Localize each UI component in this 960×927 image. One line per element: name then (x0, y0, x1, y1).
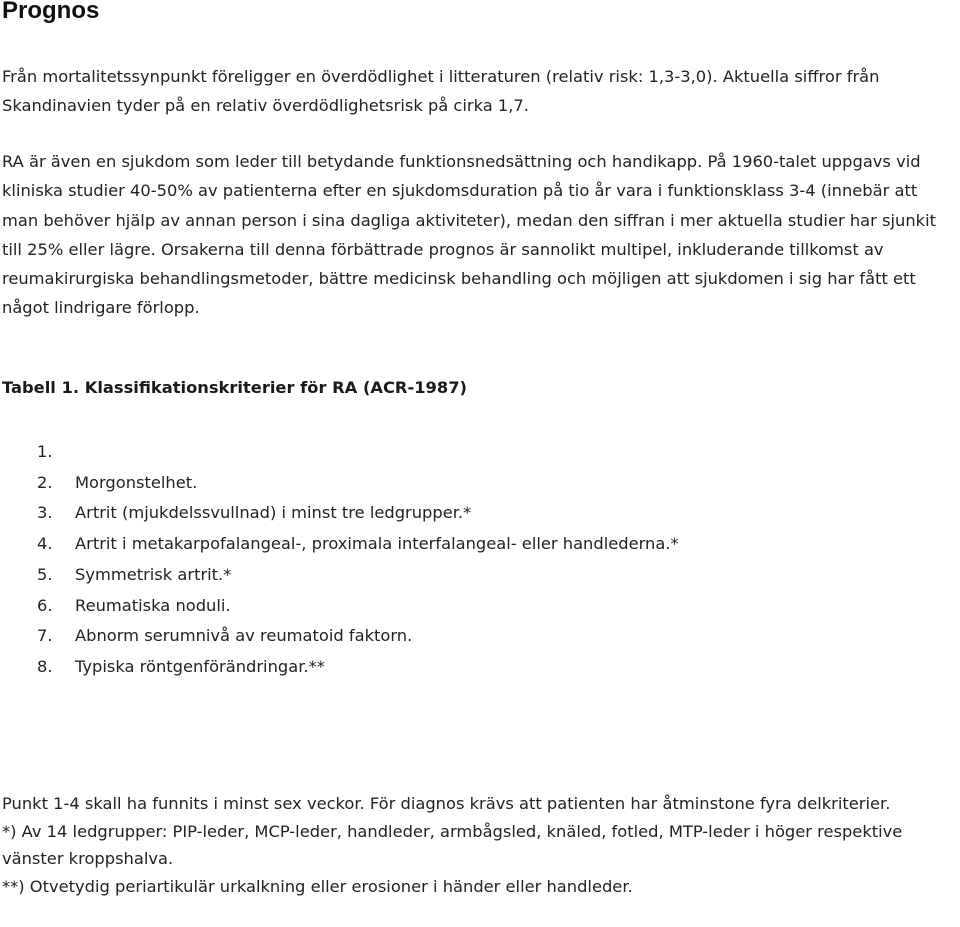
footnote-radiographic: **) Otvetydig periartikulär urkalkning eller erosioner i händer eller handleder. (2, 876, 633, 896)
criteria-number: 6. (37, 595, 53, 615)
criteria-item (37, 468, 679, 499)
criteria-number: 4. (37, 534, 53, 554)
criteria-number: 3. (37, 503, 53, 523)
criteria-item (37, 498, 679, 529)
criteria-text: Abnorm serumnivå av reumatoid faktorn. (75, 626, 413, 646)
footnote-joint-groups: *) Av 14 ledgrupper: PIP-leder, MCP-leder, handleder, armbågsled, knäled, fotled, MTP-leder i höger respektive vänster kroppshalva. (2, 821, 903, 868)
criteria-item (37, 591, 679, 622)
criteria-item (37, 560, 679, 591)
criteria-number: 7. (37, 626, 53, 646)
criteria-text: Artrit (mjukdelssvullnad) i minst tre ledgrupper.* (75, 503, 472, 523)
criteria-list (37, 437, 679, 683)
section-heading: Prognos (2, 0, 100, 24)
criteria-text: Symmetrisk artrit.* (75, 564, 232, 584)
criteria-item (37, 652, 679, 683)
criteria-number: 8. (37, 656, 53, 676)
criteria-text: Typiska röntgenförändringar.** (75, 656, 325, 676)
criteria-number: 1. (37, 442, 53, 461)
mortality-paragraph: Från mortalitetssynpunkt föreligger en överdödlighet i litteraturen (relativ risk: 1,3-3,0). Aktuella siffror från Skandinavien tyder på en relativ överdödlighetsrisk på cirka 1,7. (2, 67, 880, 116)
criteria-text: Artrit i metakarpofalangeal-, proximala interfalangeal- eller handlederna.* (75, 534, 679, 554)
criteria-text: Morgonstelhet. (75, 472, 198, 492)
criteria-note: Punkt 1-4 skall ha funnits i minst sex veckor. För diagnos krävs att patienten har åtminstone fyra delkriterier. (2, 794, 891, 813)
criteria-number: 2. (37, 472, 53, 492)
footnotes (2, 790, 952, 900)
criteria-item (37, 621, 679, 652)
criteria-item (37, 529, 679, 560)
disability-paragraph: RA är även en sjukdom som leder till betydande funktionsnedsättning och handikapp. På 1960-talet uppgavs vid kliniska studier 40-50% av patienterna efter en sjukdomsduration på tio år vara i funktionsklass 3-4 (innebär att man behöver hjälp av annan person i sina dagliga aktiviteter), medan den siffran i mer aktuella studier har sjunkit till 25% eller lägre. Orsakerna till denna förbättrade prognos är sannolikt multipel, inkluderande tillkomst av reumakirurgiska behandlingsmetoder, bättre medicinsk behandling och möjligen att sjukdomen i sig har fått ett något lindrigare förlopp. (2, 152, 936, 318)
criteria-item (37, 437, 679, 468)
criteria-number: 5. (37, 564, 53, 584)
table-title: Tabell 1. Klassifikationskriterier för RA (ACR-1987) (2, 378, 467, 397)
criteria-text: Reumatiska noduli. (75, 595, 231, 615)
